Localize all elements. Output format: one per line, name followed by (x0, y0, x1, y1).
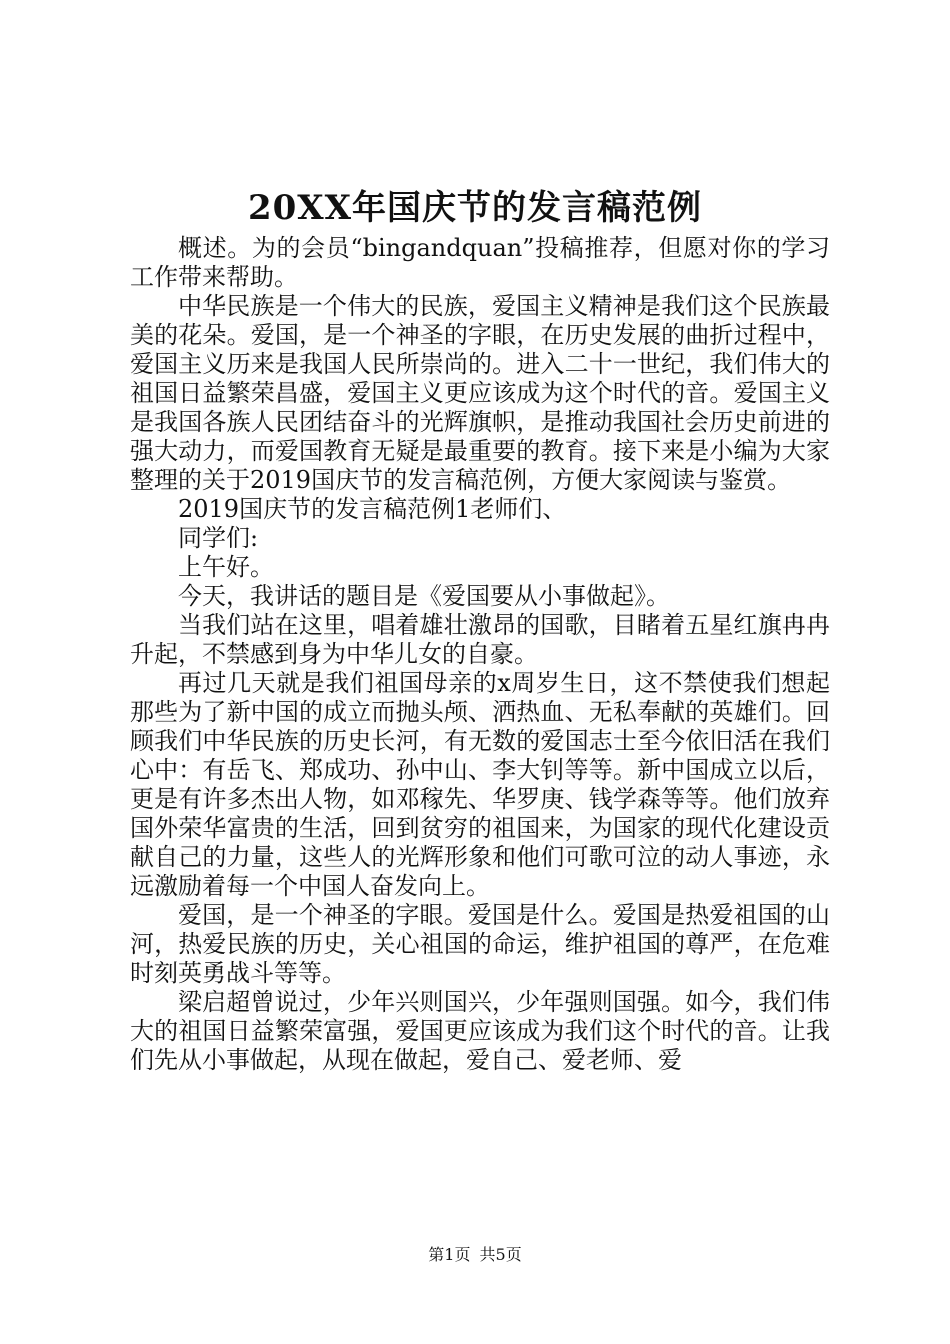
paragraph: 当我们站在这里，唱着雄壮激昂的国歌，目睹着五星红旗冉冉升起，不禁感到身为中华儿女的自豪。 (130, 611, 830, 668)
paragraph: 今天，我讲话的题目是《爱国要从小事做起》。 (178, 582, 670, 610)
paragraph: 中华民族是一个伟大的民族，爱国主义精神是我们这个民族最美的花朵。爱国，是一个神圣的字眼，在历史发展的曲折过程中，爱国主义历来是我国人民所崇尚的。进入二十一世纪，我们伟大的祖国日益繁荣昌盛，爱国主义更应该成为这个时代的音。爱国主义是我国各族人民团结奋斗的光辉旗帜，是推动我国社会历史前进的强大动力，而爱国教育无疑是最重要的教育。接下来是小编为大家整理的关于2019国庆节的发言稿范例，方便大家阅读与鉴赏。 (130, 292, 830, 494)
page-total: 共5页 (479, 1245, 522, 1264)
document-title: 20XX年国庆节的发言稿范例 (247, 188, 703, 228)
paragraph: 爱国，是一个神圣的字眼。爱国是什么。爱国是热爱祖国的山河，热爱民族的历史，关心祖国的命运，维护祖国的尊严，在危难时刻英勇战斗等等。 (130, 901, 830, 987)
paragraph: 2019国庆节的发言稿范例1老师们、 (178, 495, 567, 523)
paragraph: 上午好。 (178, 553, 274, 581)
page-number: 第1页 (428, 1245, 471, 1264)
page-footer (0, 1244, 950, 1266)
paragraph: 再过几天就是我们祖国母亲的x周岁生日，这不禁使我们想起那些为了新中国的成立而抛头颅、洒热血、无私奉献的英雄们。回顾我们中华民族的历史长河，有无数的爱国志士至今依旧活在我们心中：有岳飞、郑成功、孙中山、李大钊等等。新中国成立以后，更是有许多杰出人物，如邓稼先、华罗庚、钱学森等等。他们放弃国外荣华富贵的生活，回到贫穷的祖国来，为国家的现代化建设贡献自己的力量，这些人的光辉形象和他们可歌可泣的动人事迹，永远激励着每一个中国人奋发向上。 (130, 669, 830, 900)
paragraph: 梁启超曾说过，少年兴则国兴，少年强则国强。如今，我们伟大的祖国日益繁荣富强，爱国更应该成为我们这个时代的音。让我们先从小事做起，从现在做起，爱自己、爱老师、爱 (130, 988, 830, 1074)
paragraph: 同学们: (178, 524, 259, 552)
paragraph: 概述。为的会员“bingandquan”投稿推荐，但愿对你的学习工作带来帮助。 (130, 234, 830, 291)
document-body (130, 234, 830, 1075)
